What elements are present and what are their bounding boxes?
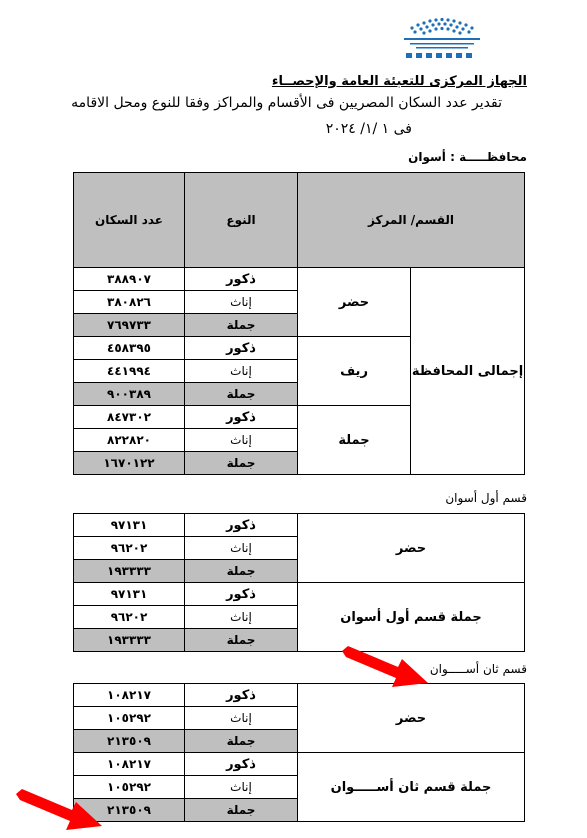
header-region: القسم/ المركز xyxy=(298,173,525,268)
type-cell: إناث xyxy=(185,360,298,383)
count-cell: ٣٨٠٨٢٦ xyxy=(74,291,185,314)
type-cell: ذكور xyxy=(185,583,298,606)
type-cell: جملة xyxy=(185,560,298,583)
count-cell: ٩٧١٣١ xyxy=(74,583,185,606)
type-cell: جملة xyxy=(185,629,298,652)
governorate-label: محافظـــــة : أسوان xyxy=(408,150,527,164)
count-cell: ٩٠٠٣٨٩ xyxy=(74,383,185,406)
count-cell: ١٩٣٣٣٣ xyxy=(74,560,185,583)
header-count: عدد السكان xyxy=(74,173,185,268)
count-cell: ١٦٧٠١٢٢ xyxy=(74,452,185,475)
type-cell: جملة xyxy=(185,799,298,822)
governorate-total-table xyxy=(73,172,525,475)
report-subtitle: تقدير عدد السكان المصريين فى الأقسام والمراكز وفقا للنوع ومحل الاقامه xyxy=(71,95,502,111)
count-cell: ١٠٥٢٩٢ xyxy=(74,707,185,730)
count-cell: ١٠٨٢١٧ xyxy=(74,753,185,776)
section-title-aswan-2: قسم ثان أســـــوان xyxy=(429,662,527,676)
count-cell: ١٠٥٢٩٢ xyxy=(74,776,185,799)
group-name: جملة قسم أول أسوان xyxy=(298,583,525,652)
type-cell: جملة xyxy=(185,730,298,753)
count-cell: ١٠٨٢١٧ xyxy=(74,684,185,707)
section-title-aswan-1: قسم أول أسوان xyxy=(445,491,527,505)
count-cell: ٧٦٩٧٣٣ xyxy=(74,314,185,337)
region-total-cell: إجمالى المحافظة xyxy=(411,268,525,475)
type-cell: ذكور xyxy=(185,268,298,291)
organization-title: الجهاز المركزى للتعبئة العامة والإحصــاء xyxy=(271,74,527,89)
type-cell: ذكور xyxy=(185,684,298,707)
type-cell: جملة xyxy=(185,383,298,406)
count-cell: ٨٤٧٣٠٢ xyxy=(74,406,185,429)
red-arrow-icon xyxy=(14,788,104,834)
count-cell: ١٩٣٣٣٣ xyxy=(74,629,185,652)
capmas-logo xyxy=(398,16,486,62)
aswan-1-table xyxy=(73,513,525,652)
type-cell: إناث xyxy=(185,707,298,730)
count-cell: ٢١٣٥٠٩ xyxy=(74,799,185,822)
group-name: جملة قسم ثان أســـــوان xyxy=(298,753,525,822)
group-name: جملة xyxy=(298,406,411,475)
group-name: حضر xyxy=(298,268,411,337)
report-date: فى ١ /١/ ٢٠٢٤ xyxy=(325,121,412,137)
type-cell: ذكور xyxy=(185,514,298,537)
count-cell: ٣٨٨٩٠٧ xyxy=(74,268,185,291)
group-name: حضر xyxy=(298,684,525,753)
group-name: ريف xyxy=(298,337,411,406)
type-cell: جملة xyxy=(185,314,298,337)
type-cell: إناث xyxy=(185,606,298,629)
type-cell: ذكور xyxy=(185,337,298,360)
count-cell: ٨٢٢٨٢٠ xyxy=(74,429,185,452)
type-cell: جملة xyxy=(185,452,298,475)
count-cell: ٩٦٢٠٢ xyxy=(74,606,185,629)
count-cell: ٤٥٨٣٩٥ xyxy=(74,337,185,360)
type-cell: ذكور xyxy=(185,753,298,776)
type-cell: إناث xyxy=(185,537,298,560)
group-name: حضر xyxy=(298,514,525,583)
type-cell: ذكور xyxy=(185,406,298,429)
aswan-2-table xyxy=(73,683,525,822)
header-type: النوع xyxy=(185,173,298,268)
count-cell: ٢١٣٥٠٩ xyxy=(74,730,185,753)
type-cell: إناث xyxy=(185,776,298,799)
red-arrow-icon xyxy=(340,645,430,690)
count-cell: ٤٤١٩٩٤ xyxy=(74,360,185,383)
type-cell: إناث xyxy=(185,429,298,452)
count-cell: ٩٧١٣١ xyxy=(74,514,185,537)
type-cell: إناث xyxy=(185,291,298,314)
count-cell: ٩٦٢٠٢ xyxy=(74,537,185,560)
